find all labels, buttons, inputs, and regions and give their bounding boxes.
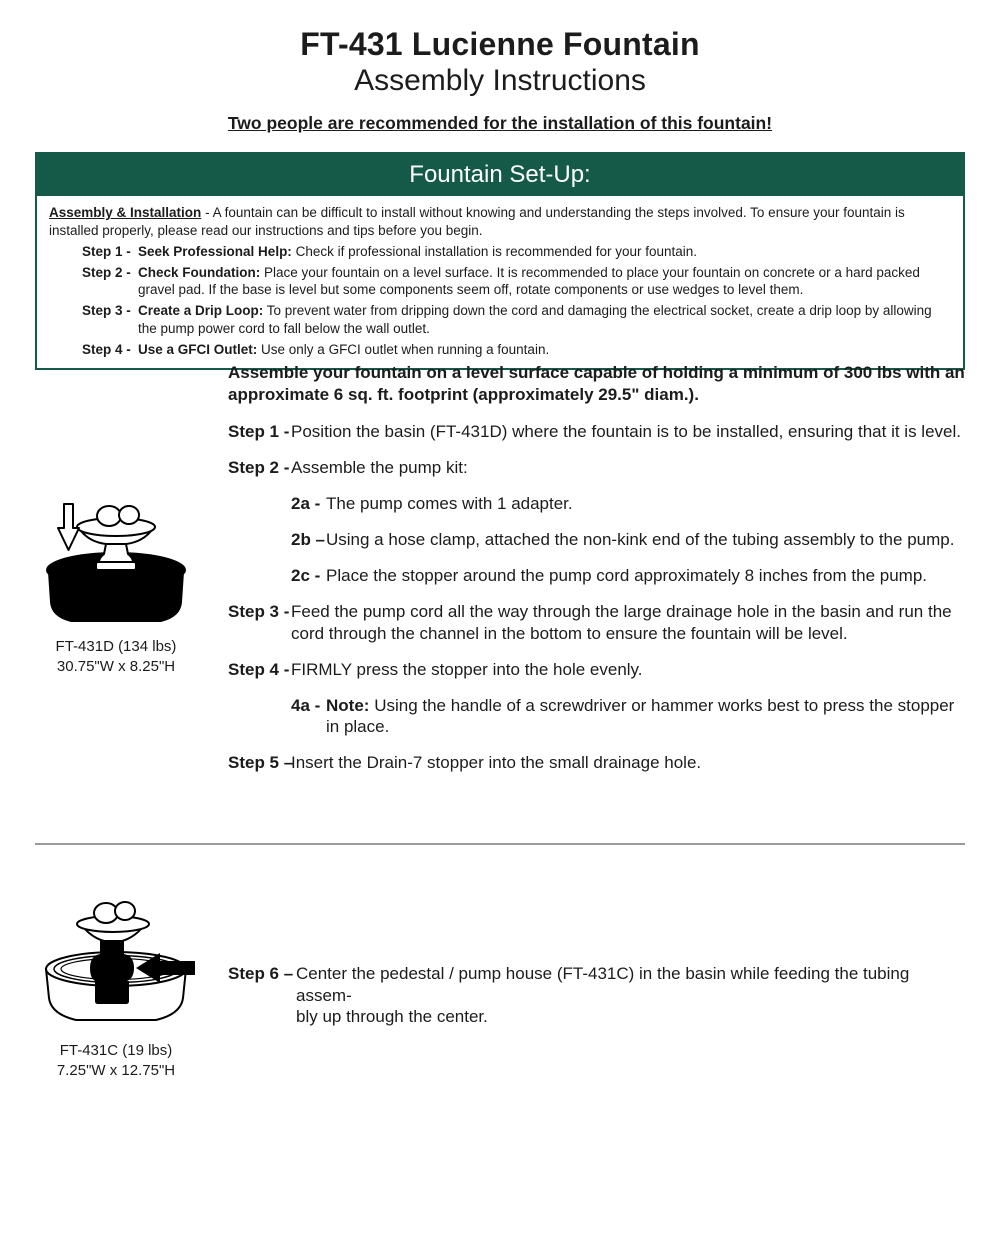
assembly-substep-row [291,695,965,738]
step-label: Step 1 - [228,422,290,441]
setup-step-row [82,243,951,261]
step-lead: Use a GFCI Outlet: [138,341,258,357]
setup-step-row [82,341,951,359]
assembly-step-row [228,659,965,681]
assembly-substep-row [291,565,965,587]
step-label: 2c - [291,566,321,585]
step-label: Step 5 – [228,753,294,772]
step-text: Use a GFCI Outlet: Use only a GFCI outlet when running a fountain. [138,341,550,357]
step-text: Seek Professional Help: Check if professional installation is recommended for your fountain. [138,243,698,259]
section-divider [35,843,965,845]
pedestal-illustration [30,898,202,1035]
assembly-intro: Assemble your fountain on a level surface capable of holding a minimum of 300 lbs with an approximate 6 sq. ft. footprint (approximately 29.5" diam.). [228,363,965,404]
setup-step-row [82,264,951,299]
step-label: 2b – [291,530,326,549]
note-lead: Note: [326,695,370,715]
figure-pedestal [30,898,202,1081]
setup-step-row [82,302,951,337]
assembly-instructions [228,362,965,788]
step-text: Using a hose clamp, attached the non-kink end of the tubing assembly to the pump. [326,530,955,549]
assembly-substep-row [291,493,965,515]
setup-box-content [37,196,963,368]
step-text: Note: Using the handle of a screwdriver or hammer works best to press the stopper in place. [326,695,955,736]
down-arrow-icon [58,504,79,550]
step-label: Step 3 - [228,602,290,621]
fountain-setup-box [35,152,965,370]
step-text: Insert the Drain-7 stopper into the small drainage hole. [291,753,702,772]
pedestal-shape [90,940,134,1004]
step-label: Step 3 - [82,303,131,318]
step-text: Feed the pump cord all the way through the large drainage hole in the basin and run the cord through the channel in the bottom to ensure the fountain will be level. [291,602,952,643]
figure-caption-line2: 7.25"W x 12.75"H [56,1062,176,1079]
assembly-step-row [228,421,965,443]
figure-caption [30,637,202,677]
step-label: Step 6 – [228,964,294,983]
figure-basin [30,498,202,677]
step-lead: Create a Drip Loop: [138,303,264,318]
step-text: Position the basin (FT-431D) where the fountain is to be installed, ensuring that it is level. [291,422,961,441]
page-title: FT-431 Lucienne Fountain [300,26,700,62]
step-text: Check Foundation: Place your fountain on a level surface. It is recommended to place your fountain on concrete or a hard packed gravel pad. If the base is level but some components seem off, rotate components or use wedges to level them. [138,264,920,297]
assembly-substep-row [291,529,965,551]
page-subtitle: Assembly Instructions [354,64,646,97]
step-label: 2a - [291,494,321,513]
step6-line1: Center the pedestal / pump house (FT-431C) in the basin while feeding the tubing assem- [296,964,910,1005]
setup-intro-lead: Assembly & Installation [49,205,202,220]
setup-box-banner: Fountain Set-Up: [37,154,963,196]
step6-line2: bly up through the center. [296,1007,488,1026]
step-text: FIRMLY press the stopper into the hole evenly. [291,659,643,679]
step-label: 4a - [291,695,321,715]
step-text: The pump comes with 1 adapter. [326,494,573,513]
step-lead: Check Foundation: [138,264,261,280]
figure-caption [30,1041,202,1081]
setup-intro [49,204,951,239]
step-label: Step 4 - [228,659,290,679]
assembly-step-row [228,457,965,479]
step-label: Step 2 - [228,458,290,477]
assembly-step-row [228,601,965,644]
step-lead: Seek Professional Help: [138,243,292,259]
assembly-step6-row [228,963,965,1028]
step-text: Place the stopper around the pump cord approximately 8 inches from the pump. [326,566,928,585]
step-text: Create a Drip Loop: To prevent water from dripping down the cord and damaging the electrical socket, create a drip loop by allowing the pump power cord to fall below the wall outlet. [138,303,932,336]
step-label: Step 4 - [82,341,131,357]
setup-intro-text: - A fountain can be difficult to install without knowing and understanding the steps involved. To ensure your fountain is installed properly, please read our instructions and tips before you begin. [49,205,905,238]
fountain-top-sketch [77,902,149,941]
assembly-step-row [228,752,965,774]
basin-illustration [30,498,202,631]
step-text [296,963,965,1028]
step-label: Step 1 - [82,243,131,259]
figure-caption-line2: 30.75"W x 8.25"H [56,658,176,675]
installation-notice: Two people are recommended for the installation of this fountain! [227,113,773,133]
step-text: Assemble the pump kit: [291,458,468,477]
figure-caption-line1: FT-431C (19 lbs) [59,1042,173,1059]
figure-caption-line1: FT-431D (134 lbs) [55,638,177,655]
step-label: Step 2 - [82,264,131,280]
